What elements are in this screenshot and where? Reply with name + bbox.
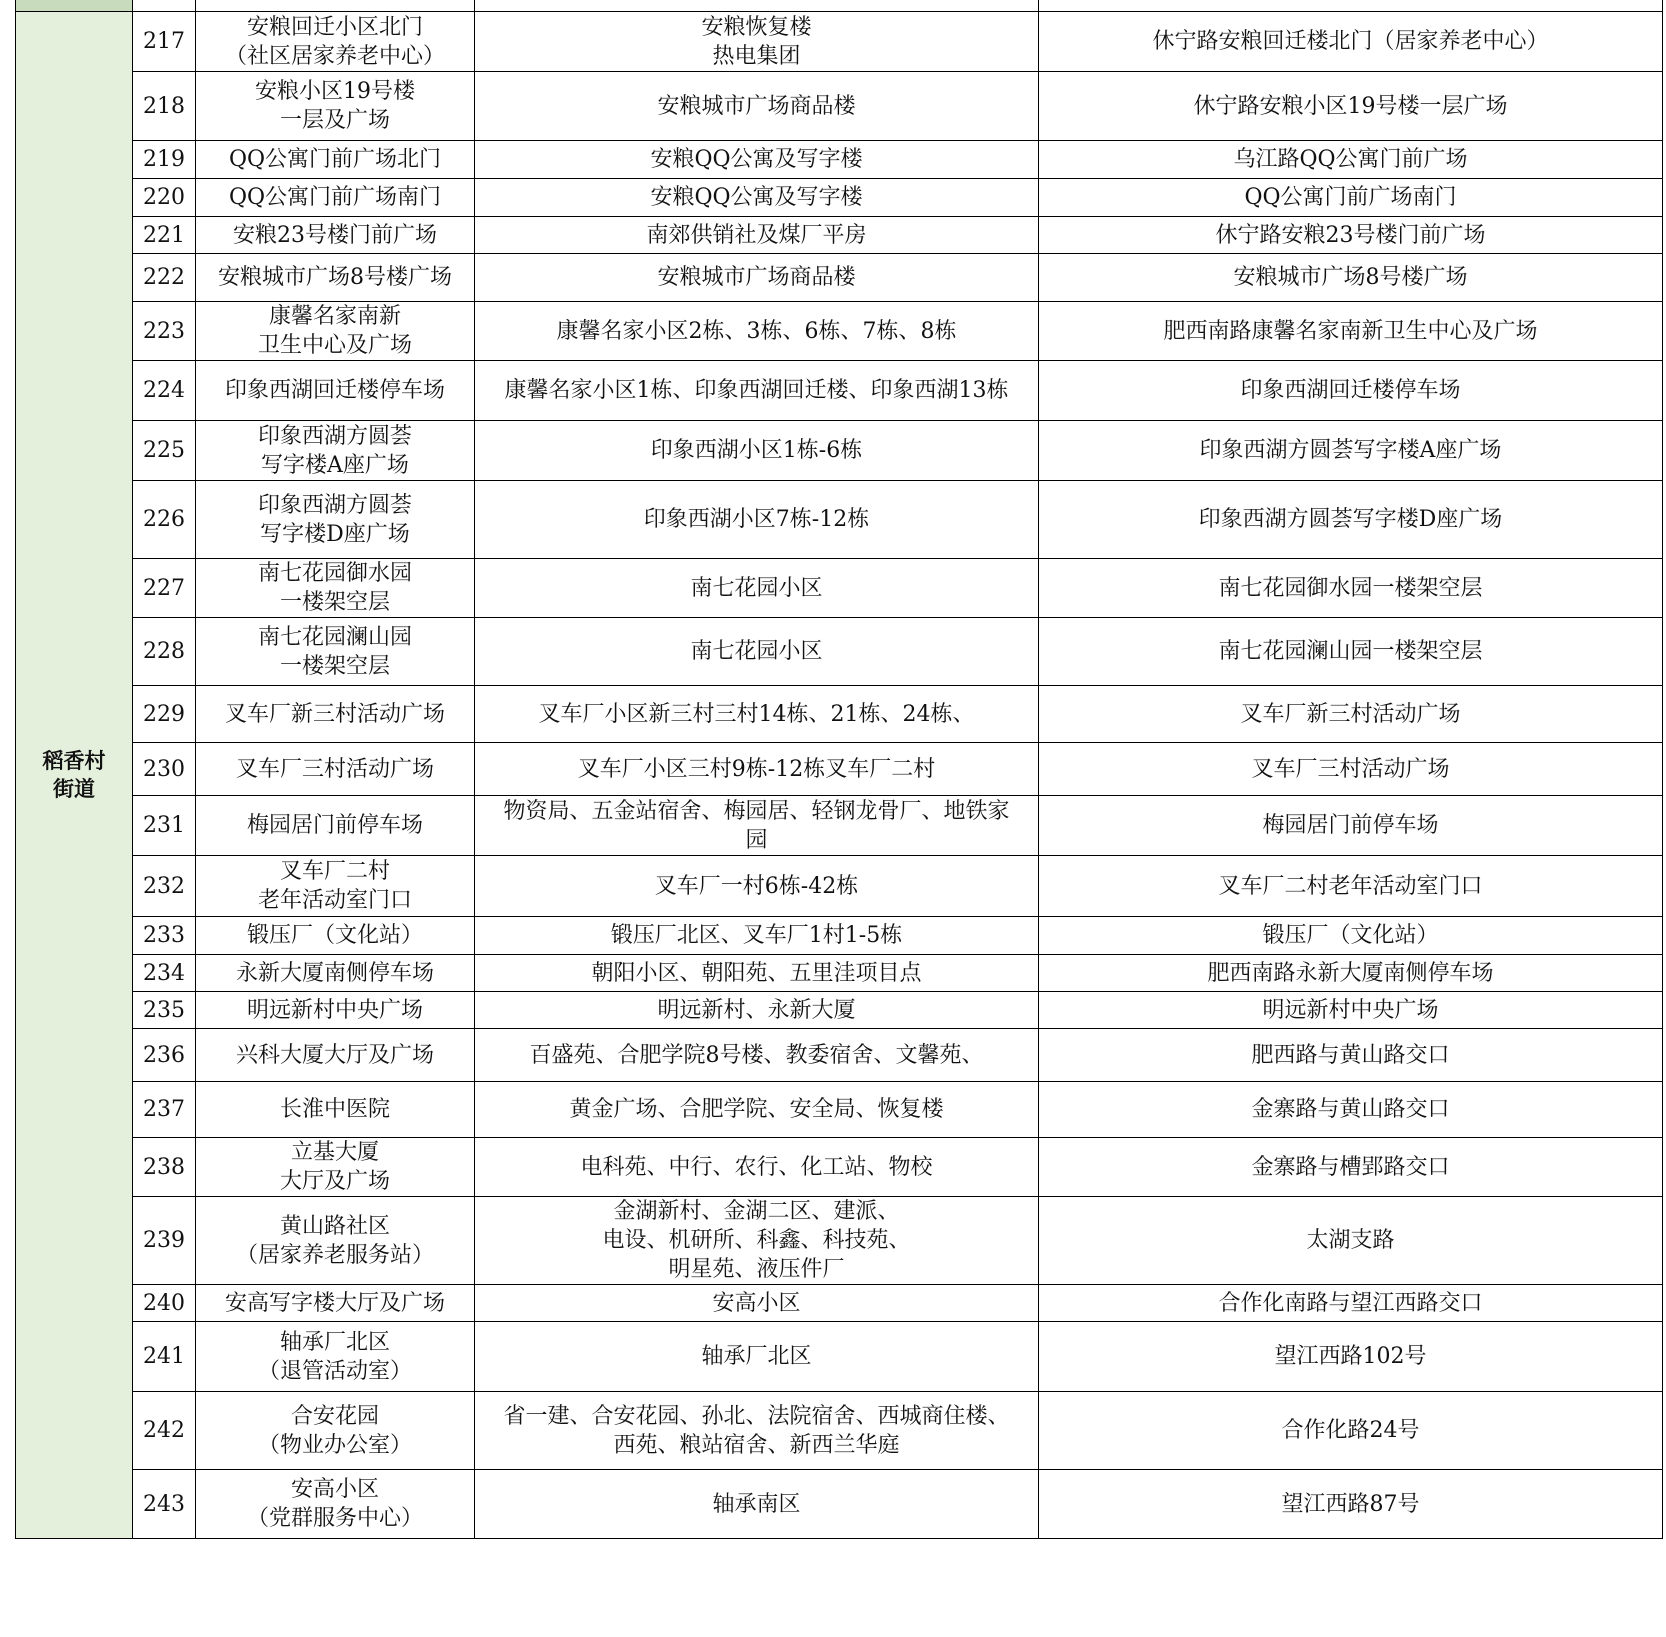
table-row bbox=[16, 686, 1663, 743]
site-name-cell: 叉车厂新三村活动广场 bbox=[196, 686, 475, 743]
address-cell: 肥西路与黄山路交口 bbox=[1039, 1029, 1663, 1082]
address-cell: 合作化南路与望江西路交口 bbox=[1039, 1285, 1663, 1322]
site-name-cell: QQ公寓门前广场北门 bbox=[196, 141, 475, 179]
site-name-cell: 印象西湖方圆荟 写字楼A座广场 bbox=[196, 421, 475, 481]
site-name-cell: 安粮回迁小区北门 （社区居家养老中心） bbox=[196, 12, 475, 72]
service-area-cell: 锻压厂北区、叉车厂1村1-5栋 bbox=[475, 917, 1039, 955]
address-cell: 金寨路与槽郢路交口 bbox=[1039, 1138, 1663, 1197]
table-row bbox=[16, 1322, 1663, 1392]
service-area-cell: 印象西湖小区7栋-12栋 bbox=[475, 481, 1039, 559]
row-number-cell: 221 bbox=[133, 217, 196, 254]
row-number-cell: 219 bbox=[133, 141, 196, 179]
service-area-cell: 叉车厂小区三村9栋-12栋叉车厂二村 bbox=[475, 743, 1039, 796]
table-row bbox=[16, 1392, 1663, 1470]
address-cell: 叉车厂新三村活动广场 bbox=[1039, 686, 1663, 743]
row-number-cell: 225 bbox=[133, 421, 196, 481]
service-area-cell: 康馨名家小区2栋、3栋、6栋、7栋、8栋 bbox=[475, 302, 1039, 361]
service-area-cell: 省一建、合安花园、孙北、法院宿舍、西城商住楼、 西苑、粮站宿舍、新西兰华庭 bbox=[475, 1392, 1039, 1470]
service-area-cell: 安粮城市广场商品楼 bbox=[475, 72, 1039, 141]
site-name-cell: 长淮中医院 bbox=[196, 1082, 475, 1138]
site-name-cell: 南七花园澜山园 一楼架空层 bbox=[196, 618, 475, 686]
table-row bbox=[16, 217, 1663, 254]
address-cell: 肥西南路康馨名家南新卫生中心及广场 bbox=[1039, 302, 1663, 361]
row-number-cell: 241 bbox=[133, 1322, 196, 1392]
table-row bbox=[16, 302, 1663, 361]
row-number-cell: 222 bbox=[133, 254, 196, 302]
table-row bbox=[16, 421, 1663, 481]
service-area-cell: 南七花园小区 bbox=[475, 618, 1039, 686]
site-name-cell: 安高写字楼大厅及广场 bbox=[196, 1285, 475, 1322]
service-area-cell: 叉车厂小区新三村三村14栋、21栋、24栋、 bbox=[475, 686, 1039, 743]
site-table-body bbox=[16, 0, 1663, 1539]
service-area-cell: 叉车厂一村6栋-42栋 bbox=[475, 856, 1039, 917]
address-cell: 望江西路87号 bbox=[1039, 1470, 1663, 1539]
table-row bbox=[16, 743, 1663, 796]
service-area-cell: 康馨名家小区1栋、印象西湖回迁楼、印象西湖13栋 bbox=[475, 361, 1039, 421]
service-area-cell: 金湖新村、金湖二区、建派、 电设、机研所、科鑫、科技苑、 明星苑、液压件厂 bbox=[475, 1197, 1039, 1285]
site-name-cell: 立基大厦 大厅及广场 bbox=[196, 1138, 475, 1197]
service-area-cell: 朝阳小区、朝阳苑、五里洼项目点 bbox=[475, 955, 1039, 992]
address-cell: 太湖支路 bbox=[1039, 1197, 1663, 1285]
address-cell: 叉车厂三村活动广场 bbox=[1039, 743, 1663, 796]
site-name-cell: 轴承厂北区 （退管活动室） bbox=[196, 1322, 475, 1392]
row-number-cell: 227 bbox=[133, 559, 196, 618]
clipped-previous-row bbox=[16, 0, 1663, 12]
row-number-cell: 230 bbox=[133, 743, 196, 796]
row-number-cell: 236 bbox=[133, 1029, 196, 1082]
service-area-cell: 安粮恢复楼 热电集团 bbox=[475, 12, 1039, 72]
row-number-cell: 218 bbox=[133, 72, 196, 141]
row-number-cell: 243 bbox=[133, 1470, 196, 1539]
service-area-cell: 百盛苑、合肥学院8号楼、教委宿舍、文馨苑、 bbox=[475, 1029, 1039, 1082]
site-name-cell: 安粮小区19号楼 一层及广场 bbox=[196, 72, 475, 141]
table-row bbox=[16, 992, 1663, 1029]
site-name-cell: 兴科大厦大厅及广场 bbox=[196, 1029, 475, 1082]
table-row bbox=[16, 955, 1663, 992]
table-row bbox=[16, 1285, 1663, 1322]
row-number-cell: 220 bbox=[133, 179, 196, 217]
service-area-cell: 安粮城市广场商品楼 bbox=[475, 254, 1039, 302]
row-number-cell: 231 bbox=[133, 796, 196, 856]
address-cell: 合作化路24号 bbox=[1039, 1392, 1663, 1470]
table-row bbox=[16, 1470, 1663, 1539]
address-cell: 休宁路安粮回迁楼北门（居家养老中心） bbox=[1039, 12, 1663, 72]
table-row bbox=[16, 179, 1663, 217]
service-area-cell: 轴承厂北区 bbox=[475, 1322, 1039, 1392]
table-row bbox=[16, 254, 1663, 302]
address-cell: 安粮城市广场8号楼广场 bbox=[1039, 254, 1663, 302]
service-area-cell: 安粮QQ公寓及写字楼 bbox=[475, 141, 1039, 179]
row-number-cell: 242 bbox=[133, 1392, 196, 1470]
site-name-cell: 梅园居门前停车场 bbox=[196, 796, 475, 856]
site-name-cell: 永新大厦南侧停车场 bbox=[196, 955, 475, 992]
row-number-cell: 238 bbox=[133, 1138, 196, 1197]
row-number-cell: 234 bbox=[133, 955, 196, 992]
table-row bbox=[16, 72, 1663, 141]
address-cell: 印象西湖方圆荟写字楼A座广场 bbox=[1039, 421, 1663, 481]
site-name-cell: 合安花园 （物业办公室） bbox=[196, 1392, 475, 1470]
table-row bbox=[16, 1029, 1663, 1082]
table-row bbox=[16, 12, 1663, 72]
row-number-cell: 239 bbox=[133, 1197, 196, 1285]
site-name-cell: 明远新村中央广场 bbox=[196, 992, 475, 1029]
service-area-cell: 物资局、五金站宿舍、梅园居、轻钢龙骨厂、地铁家 园 bbox=[475, 796, 1039, 856]
address-cell: 乌江路QQ公寓门前广场 bbox=[1039, 141, 1663, 179]
clipped-street-cell bbox=[16, 0, 133, 12]
table-row bbox=[16, 796, 1663, 856]
address-cell: 肥西南路永新大厦南侧停车场 bbox=[1039, 955, 1663, 992]
service-area-cell: 南七花园小区 bbox=[475, 559, 1039, 618]
site-name-cell: 南七花园御水园 一楼架空层 bbox=[196, 559, 475, 618]
site-name-cell: 锻压厂（文化站） bbox=[196, 917, 475, 955]
row-number-cell: 232 bbox=[133, 856, 196, 917]
clipped-area-cell bbox=[475, 0, 1039, 12]
row-number-cell: 223 bbox=[133, 302, 196, 361]
site-name-cell: QQ公寓门前广场南门 bbox=[196, 179, 475, 217]
service-area-cell: 黄金广场、合肥学院、安全局、恢复楼 bbox=[475, 1082, 1039, 1138]
row-number-cell: 233 bbox=[133, 917, 196, 955]
address-cell: 休宁路安粮23号楼门前广场 bbox=[1039, 217, 1663, 254]
address-cell: 印象西湖回迁楼停车场 bbox=[1039, 361, 1663, 421]
address-cell: 休宁路安粮小区19号楼一层广场 bbox=[1039, 72, 1663, 141]
table-row bbox=[16, 1197, 1663, 1285]
service-area-cell: 明远新村、永新大厦 bbox=[475, 992, 1039, 1029]
row-number-cell: 229 bbox=[133, 686, 196, 743]
row-number-cell: 226 bbox=[133, 481, 196, 559]
site-name-cell: 印象西湖方圆荟 写字楼D座广场 bbox=[196, 481, 475, 559]
site-name-cell: 叉车厂三村活动广场 bbox=[196, 743, 475, 796]
row-number-cell: 240 bbox=[133, 1285, 196, 1322]
table-row bbox=[16, 361, 1663, 421]
table-row bbox=[16, 618, 1663, 686]
address-cell: 望江西路102号 bbox=[1039, 1322, 1663, 1392]
address-cell: 南七花园御水园一楼架空层 bbox=[1039, 559, 1663, 618]
site-table bbox=[15, 0, 1663, 1539]
table-row bbox=[16, 1082, 1663, 1138]
service-area-cell: 电科苑、中行、农行、化工站、物校 bbox=[475, 1138, 1039, 1197]
table-row bbox=[16, 481, 1663, 559]
site-name-cell: 安高小区 （党群服务中心） bbox=[196, 1470, 475, 1539]
address-cell: 梅园居门前停车场 bbox=[1039, 796, 1663, 856]
clipped-addr-cell bbox=[1039, 0, 1663, 12]
site-name-cell: 康馨名家南新 卫生中心及广场 bbox=[196, 302, 475, 361]
row-number-cell: 235 bbox=[133, 992, 196, 1029]
address-cell: QQ公寓门前广场南门 bbox=[1039, 179, 1663, 217]
service-area-cell: 安粮QQ公寓及写字楼 bbox=[475, 179, 1039, 217]
service-area-cell: 南郊供销社及煤厂平房 bbox=[475, 217, 1039, 254]
site-name-cell: 安粮城市广场8号楼广场 bbox=[196, 254, 475, 302]
site-name-cell: 印象西湖回迁楼停车场 bbox=[196, 361, 475, 421]
row-number-cell: 237 bbox=[133, 1082, 196, 1138]
table-row bbox=[16, 1138, 1663, 1197]
service-area-cell: 安高小区 bbox=[475, 1285, 1039, 1322]
service-area-cell: 轴承南区 bbox=[475, 1470, 1039, 1539]
table-row bbox=[16, 917, 1663, 955]
address-cell: 叉车厂二村老年活动室门口 bbox=[1039, 856, 1663, 917]
site-name-cell: 叉车厂二村 老年活动室门口 bbox=[196, 856, 475, 917]
service-area-cell: 印象西湖小区1栋-6栋 bbox=[475, 421, 1039, 481]
address-cell: 南七花园澜山园一楼架空层 bbox=[1039, 618, 1663, 686]
address-cell: 金寨路与黄山路交口 bbox=[1039, 1082, 1663, 1138]
street-name-cell: 稻香村 街道 bbox=[16, 12, 133, 1539]
row-number-cell: 228 bbox=[133, 618, 196, 686]
table-row bbox=[16, 856, 1663, 917]
row-number-cell: 224 bbox=[133, 361, 196, 421]
site-name-cell: 黄山路社区 （居家养老服务站） bbox=[196, 1197, 475, 1285]
clipped-name-cell bbox=[196, 0, 475, 12]
address-cell: 印象西湖方圆荟写字楼D座广场 bbox=[1039, 481, 1663, 559]
address-cell: 锻压厂（文化站） bbox=[1039, 917, 1663, 955]
clipped-no-cell bbox=[133, 0, 196, 12]
site-name-cell: 安粮23号楼门前广场 bbox=[196, 217, 475, 254]
row-number-cell: 217 bbox=[133, 12, 196, 72]
table-row bbox=[16, 141, 1663, 179]
table-row bbox=[16, 559, 1663, 618]
address-cell: 明远新村中央广场 bbox=[1039, 992, 1663, 1029]
